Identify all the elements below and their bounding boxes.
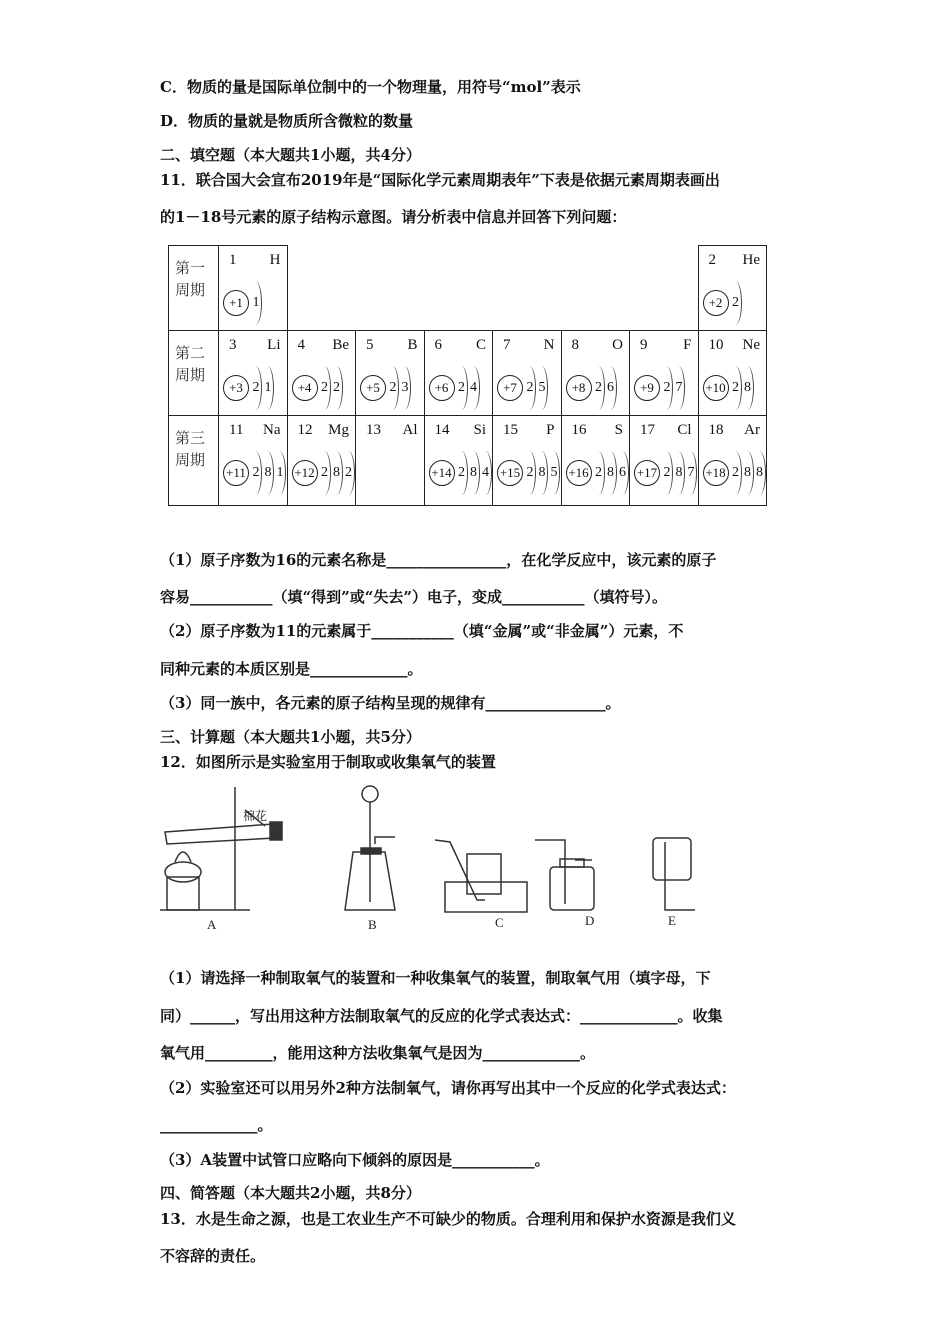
atom-structure-diagram (497, 375, 547, 401)
atom-structure-diagram (429, 460, 491, 486)
electron-shell: 8 (538, 465, 546, 480)
element-symbol: F (683, 337, 692, 353)
electron-shell: 8 (470, 465, 477, 480)
element-cell (629, 330, 699, 416)
electron-shell: 5 (538, 380, 546, 395)
element-symbol: P (546, 422, 555, 438)
label-d: D (585, 913, 595, 928)
element-cell (629, 415, 699, 506)
q11-1-line1: （1）原子序数为16的元素名称是________________，在化学反应中，该元素的原子 (160, 551, 717, 569)
q12-1-line3: 氧气用_________，能用这种方法收集氧气是因为_____________。 (160, 1044, 596, 1062)
nucleus: +12 (292, 460, 318, 486)
atom-structure-diagram (292, 460, 354, 486)
nucleus: +7 (497, 375, 523, 401)
electron-shell: 2 (458, 465, 465, 480)
atomic-number: 2 (708, 252, 716, 268)
q11-2-line2: 同种元素的本质区别是_____________。 (160, 660, 423, 678)
atom-structure-diagram (223, 290, 261, 316)
atom-structure-diagram (703, 460, 765, 486)
electron-shell: 8 (333, 465, 340, 480)
element-cell (355, 330, 425, 416)
element-symbol: Ne (742, 337, 760, 353)
atomic-number: 14 (434, 422, 450, 438)
atom-structure-diagram (497, 460, 559, 486)
element-cell (561, 415, 631, 506)
element-symbol: Cl (677, 422, 692, 438)
atom-structure-diagram (634, 460, 696, 486)
atomic-number: 17 (640, 422, 655, 438)
element-symbol: H (269, 252, 281, 268)
atom-structure-diagram (223, 375, 273, 401)
period-label: 第一周期 (168, 245, 219, 331)
element-symbol: B (407, 337, 418, 353)
electron-shell: 6 (607, 380, 614, 395)
q13-line2: 不容辞的责任。 (160, 1247, 266, 1265)
option-d: D．物质的量就是物质所含微粒的数量 (160, 112, 414, 130)
element-cell (698, 330, 768, 416)
element-symbol: O (612, 337, 623, 353)
atomic-number: 13 (366, 422, 381, 438)
element-cell (287, 415, 357, 506)
apparatus-d (535, 840, 594, 928)
apparatus-figure (155, 782, 700, 932)
electron-shell: 8 (744, 380, 751, 395)
atom-structure-diagram (223, 460, 285, 486)
element-cell (561, 330, 631, 416)
periodic-table (168, 245, 766, 505)
atomic-number: 5 (366, 337, 374, 353)
q12-2-line2: _____________。 (160, 1116, 273, 1134)
electron-shell: 7 (675, 380, 683, 395)
apparatus-c (435, 840, 527, 930)
element-symbol: Li (267, 337, 281, 353)
nucleus: +4 (292, 375, 318, 401)
atom-structure-diagram (292, 375, 342, 401)
q11-line1: 11．联合国大会宣布2019年是“国际化学元素周期表年”下表是依据元素周期表画出 (160, 171, 720, 189)
atomic-number: 6 (434, 337, 442, 353)
electron-shell: 2 (321, 465, 328, 480)
element-symbol: Be (332, 337, 349, 353)
element-cell (492, 415, 562, 506)
q12-1-line1: （1）请选择一种制取氧气的装置和一种收集氧气的装置，制取氧气用（填字母，下 (160, 969, 711, 987)
element-symbol: Si (473, 422, 486, 438)
nucleus: +15 (497, 460, 523, 486)
electron-shell: 8 (607, 465, 614, 480)
apparatus-e (653, 838, 695, 928)
section-3-heading: 三、计算题（本大题共1小题，共5分） (160, 728, 421, 746)
electron-shell: 6 (619, 465, 626, 480)
element-cell (424, 415, 494, 506)
electron-shell: 2 (732, 380, 739, 395)
atomic-number: 4 (297, 337, 305, 353)
nucleus: +16 (566, 460, 592, 486)
electron-shell: 2 (595, 380, 602, 395)
element-symbol: Mg (328, 422, 349, 438)
nucleus: +8 (566, 375, 592, 401)
element-cell (355, 415, 425, 506)
element-cell (218, 245, 288, 331)
electron-shell: 5 (550, 465, 558, 480)
electron-shell: 8 (756, 465, 763, 480)
atomic-number: 16 (571, 422, 587, 438)
element-symbol: Na (263, 422, 281, 438)
option-c: C．物质的量是国际单位制中的一个物理量，用符号“mol”表示 (160, 78, 581, 96)
electron-shell: 7 (687, 465, 695, 480)
electron-shell: 8 (264, 465, 272, 480)
electron-shell: 2 (252, 380, 260, 395)
electron-shell: 3 (401, 380, 409, 395)
electron-shell: 1 (264, 380, 272, 395)
electron-shell: 2 (458, 380, 465, 395)
atom-structure-diagram (703, 375, 753, 401)
label-a: A (207, 917, 217, 932)
electron-shell: 2 (595, 465, 602, 480)
period-label: 第三周期 (168, 415, 219, 506)
nucleus: +5 (360, 375, 386, 401)
electron-shell: 4 (470, 380, 477, 395)
label-e: E (668, 913, 676, 928)
electron-shell: 2 (732, 295, 739, 310)
nucleus: +18 (703, 460, 729, 486)
element-symbol: Al (402, 422, 418, 438)
nucleus: +6 (429, 375, 455, 401)
element-symbol: S (614, 422, 623, 438)
electron-shell: 2 (389, 380, 397, 395)
atomic-number: 7 (503, 337, 511, 353)
element-cell (698, 415, 768, 506)
element-cell (424, 330, 494, 416)
atom-structure-diagram (360, 375, 410, 401)
atomic-number: 1 (229, 252, 237, 268)
label-c: C (495, 915, 504, 930)
atom-structure-diagram (566, 375, 616, 401)
electron-shell: 1 (252, 295, 260, 310)
electron-shell: 2 (526, 465, 534, 480)
atomic-number: 8 (571, 337, 579, 353)
label-b: B (368, 917, 377, 932)
nucleus: +2 (703, 290, 729, 316)
q12-1-line2: 同）______，写出用这种方法制取氧气的反应的化学式表达式：_____________。收集 (160, 1007, 723, 1025)
section-2-heading: 二、填空题（本大题共1小题，共4分） (160, 146, 421, 164)
nucleus: +11 (223, 460, 249, 486)
element-symbol: N (543, 337, 555, 353)
atomic-number: 15 (503, 422, 518, 438)
electron-shell: 2 (663, 380, 671, 395)
electron-shell: 2 (732, 465, 739, 480)
element-cell (698, 245, 768, 331)
atom-structure-diagram (703, 290, 741, 316)
nucleus: +14 (429, 460, 455, 486)
atom-structure-diagram (634, 375, 684, 401)
electron-shell: 4 (482, 465, 489, 480)
nucleus: +17 (634, 460, 660, 486)
electron-shell: 2 (333, 380, 340, 395)
element-symbol: Ar (744, 422, 760, 438)
apparatus-b (345, 786, 395, 932)
electron-shell: 2 (252, 465, 260, 480)
atomic-number: 10 (708, 337, 724, 353)
apparatus-a (160, 787, 282, 932)
q12-3: （3）A装置中试管口应略向下倾斜的原因是___________。 (160, 1151, 550, 1169)
atomic-number: 12 (297, 422, 313, 438)
electron-shell: 8 (675, 465, 683, 480)
electron-shell: 1 (276, 465, 284, 480)
electron-shell: 2 (526, 380, 534, 395)
period-label: 第二周期 (168, 330, 219, 416)
atomic-number: 9 (640, 337, 648, 353)
electron-shell: 2 (663, 465, 671, 480)
atom-structure-diagram (566, 460, 628, 486)
electron-shell: 2 (321, 380, 328, 395)
element-symbol: He (742, 252, 760, 268)
element-symbol: C (475, 337, 486, 353)
q11-line2: 的1－18号元素的原子结构示意图。请分析表中信息并回答下列问题： (160, 208, 627, 226)
element-cell (492, 330, 562, 416)
atom-structure-diagram (429, 375, 479, 401)
element-cell (218, 330, 288, 416)
q11-2-line1: （2）原子序数为11的元素属于___________（填“金属”或“非金属”）元素，不 (160, 622, 684, 640)
electron-shell: 8 (744, 465, 751, 480)
nucleus: +9 (634, 375, 660, 401)
q12-line: 12．如图所示是实验室用于制取或收集氧气的装置 (160, 753, 496, 771)
q12-2-line1: （2）实验室还可以用另外2种方法制氧气，请你再写出其中一个反应的化学式表达式： (160, 1079, 736, 1097)
atomic-number: 11 (229, 422, 244, 438)
element-cell (218, 415, 288, 506)
nucleus: +10 (703, 375, 729, 401)
q11-3: （3）同一族中，各元素的原子结构呈现的规律有________________。 (160, 694, 621, 712)
nucleus: +3 (223, 375, 249, 401)
electron-shell: 2 (345, 465, 352, 480)
atomic-number: 18 (708, 422, 724, 438)
q13-line1: 13．水是生命之源，也是工农业生产不可缺少的物质。合理利用和保护水资源是我们义 (160, 1210, 736, 1228)
q11-1-line2: 容易___________（填“得到”或“失去”）电子，变成___________（填符号）。 (160, 588, 668, 606)
section-4-heading: 四、简答题（本大题共2小题，共8分） (160, 1184, 421, 1202)
element-cell (287, 330, 357, 416)
cotton-label: 棉花 (243, 809, 268, 823)
atomic-number: 3 (229, 337, 237, 353)
nucleus: +1 (223, 290, 249, 316)
